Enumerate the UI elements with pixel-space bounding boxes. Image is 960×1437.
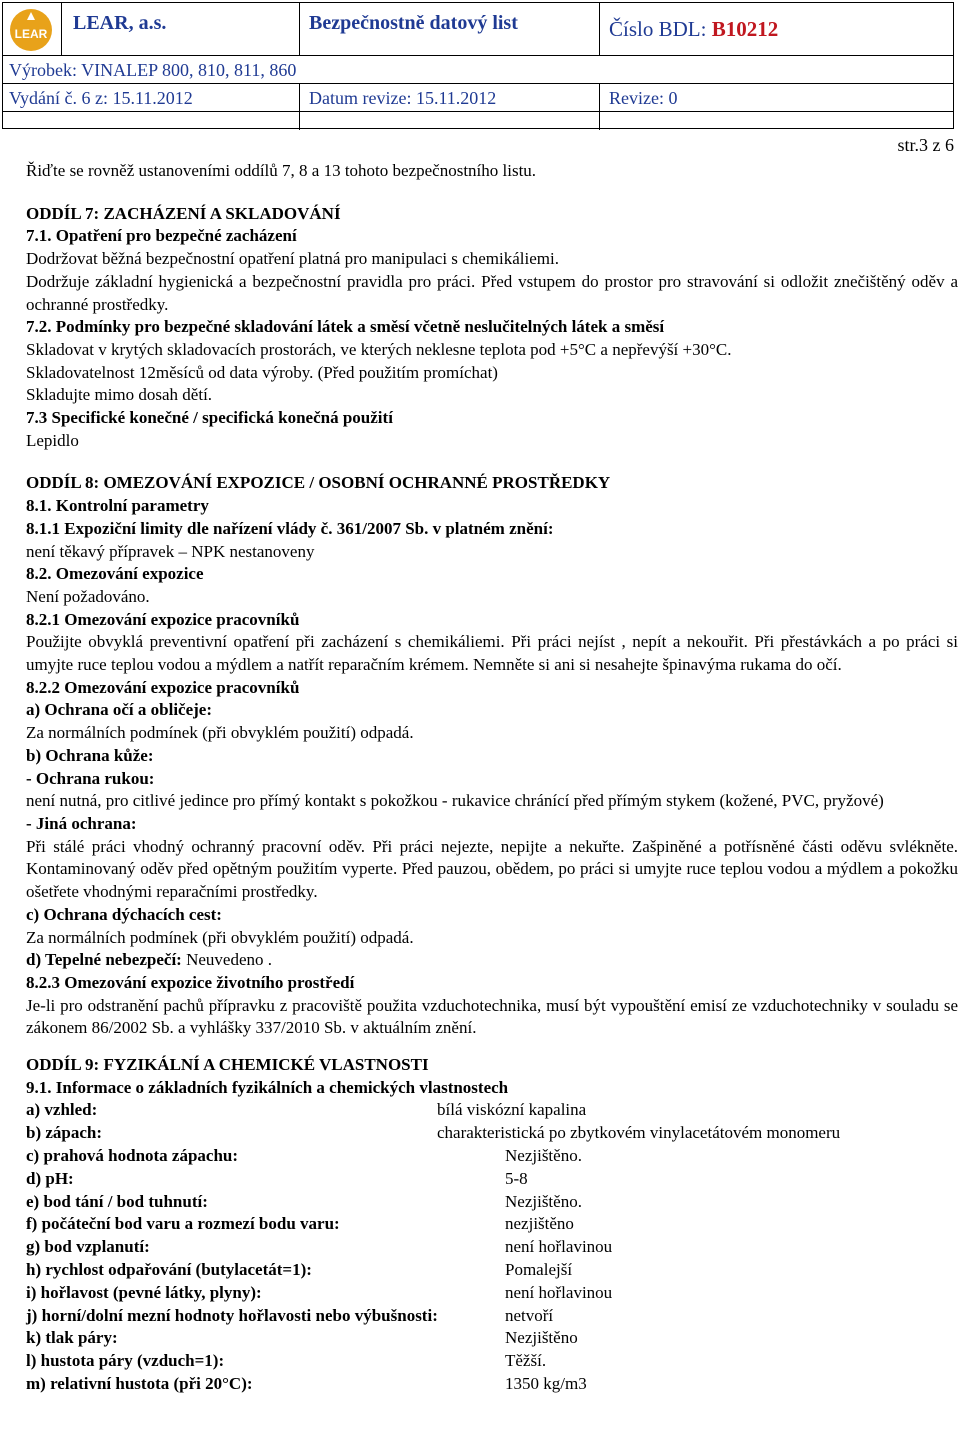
property-name: k) tlak páry: [26, 1328, 118, 1348]
issue-number: Vydání č. 6 z: 15.11.2012 [9, 88, 193, 108]
property-value: netvoří [505, 1305, 554, 1325]
subheading-other-protection: - Jiná ochrana: [26, 813, 137, 833]
paragraph: není těkavý přípravek – NPK nestanoveny [26, 541, 315, 561]
intro-text: Řiďte se rovněž ustanoveními oddílů 7, 8 a 13 tohoto bezpečnostního listu. [26, 161, 537, 180]
property-row [26, 1099, 958, 1122]
property-row [26, 1145, 958, 1168]
document-header [2, 2, 954, 129]
document-title: Bezpečnostně datový list [309, 12, 518, 34]
subheading-respiratory-protection: c) Ochrana dýchacích cest: [26, 904, 222, 924]
property-row [26, 1373, 958, 1396]
property-value: Pomalejší [505, 1260, 573, 1279]
heading-8-2: 8.2. Omezování expozice [26, 564, 204, 584]
thermal-hazard [26, 949, 958, 972]
heading-7-3: 7.3 Specifické konečné / specifická konečná použití [26, 408, 393, 428]
property-value: charakteristická po zbytkovém vinylacetátovém monomeru [437, 1123, 841, 1143]
section-9-title: ODDÍL 9: FYZIKÁLNÍ A CHEMICKÉ VLASTNOSTI [26, 1055, 429, 1075]
paragraph: Při stálé práci vhodný ochranný pracovní oděv. Při práci nejezte, nepijte a nekuřte. Zašpiněné a potřísněné části oděvu svlékněte. Kontaminovaný oděv před opětným použitím vyperte. Před pauzou, obědem, po práci si umyjte ruce teplou vodou a mýdlem a pokožku ošetřete vhodnými reparačními prostředky. [26, 836, 958, 902]
property-value: Nezjištěno [505, 1328, 578, 1348]
paragraph: Dodržuje základní hygienická a bezpečnostní pravidla pro práci. Před vstupem do prostor pro stravování si odložit znečištěný oděv a ochranné prostředky. [26, 271, 958, 314]
property-row [26, 1350, 958, 1373]
heading-9-1: 9.1. Informace o základních fyzikálních a chemických vlastnostech [26, 1077, 509, 1097]
subheading-thermal-hazard: d) Tepelné nebezpečí: [26, 950, 182, 970]
paragraph: Není požadováno. [26, 586, 150, 606]
property-name: d) pH: [26, 1168, 74, 1188]
property-name: e) bod tání / bod tuhnutí: [26, 1191, 208, 1211]
divider [599, 112, 600, 130]
property-row [26, 1282, 958, 1305]
heading-8-2-3: 8.2.3 Omezování expozice životního prostředí [26, 972, 355, 992]
bdl-value: B10212 [711, 17, 779, 41]
header-row-empty [3, 112, 953, 130]
property-row [26, 1213, 958, 1236]
property-row [26, 1327, 958, 1350]
paragraph: Skladujte mimo dosah dětí. [26, 385, 213, 405]
heading-7-1: 7.1. Opatření pro bezpečné zacházení [26, 226, 297, 246]
property-value: Nezjištěno. [505, 1146, 582, 1166]
paragraph: Za normálních podmínek (při obvyklém použití) odpadá. [26, 723, 414, 743]
heading-8-1: 8.1. Kontrolní parametry [26, 496, 209, 516]
subheading-skin-protection: b) Ochrana kůže: [26, 745, 154, 765]
property-name: j) horní/dolní mezní hodnoty hořlavosti nebo výbušnosti: [26, 1305, 438, 1325]
property-value: Těžší. [505, 1351, 547, 1371]
property-name: l) hustota páry (vzduch=1): [26, 1351, 225, 1371]
thermal-hazard-value: Neuvedeno . [181, 950, 273, 970]
section-7-title: ODDÍL 7: ZACHÁZENÍ A SKLADOVÁNÍ [26, 203, 341, 223]
divider [599, 84, 600, 111]
divider [61, 3, 62, 55]
lear-logo-icon [9, 8, 53, 52]
header-row-title [3, 3, 953, 56]
property-name: h) rychlost odpařování (butylacetát=1): [26, 1260, 312, 1279]
property-value: nezjištěno [505, 1214, 574, 1234]
bdl-label: Číslo BDL: [609, 17, 712, 41]
header-row-revision [3, 84, 953, 112]
property-row [26, 1305, 958, 1328]
paragraph: Lepidlo [26, 430, 79, 450]
subheading-eye-protection: a) Ochrana očí a obličeje: [26, 700, 213, 720]
paragraph: Skladovatelnost 12měsíců od data výroby. (Před použitím promíchat) [26, 362, 498, 382]
property-value: 1350 kg/m3 [505, 1373, 587, 1393]
divider [299, 112, 300, 130]
section-8-title: ODDÍL 8: OMEZOVÁNÍ EXPOZICE / OSOBNÍ OCHRANNÉ PROSTŘEDKY [26, 473, 611, 493]
property-name: m) relativní hustota (při 20°C): [26, 1373, 253, 1393]
heading-7-2: 7.2. Podmínky pro bezpečné skladování látek a směsí včetně neslučitelných látek a směsí [26, 317, 665, 337]
property-name: a) vzhled: [26, 1100, 98, 1120]
bdl-number [609, 17, 778, 42]
property-value: Nezjištěno. [505, 1191, 582, 1211]
company-name: LEAR, a.s. [73, 12, 167, 34]
property-name: c) prahová hodnota zápachu: [26, 1146, 239, 1166]
revision-number: Revize: 0 [609, 88, 678, 108]
property-name: g) bod vzplanutí: [26, 1237, 150, 1257]
subheading-hand-protection: - Ochrana rukou: [26, 768, 155, 788]
property-row [26, 1191, 958, 1214]
paragraph: Skladovat v krytých skladovacích prostorách, ve kterých neklesne teplota pod +5°C a nepřevýší +30°C. [26, 339, 732, 359]
header-row-product [3, 56, 953, 84]
property-row [26, 1168, 958, 1191]
property-value: není hořlavinou [505, 1282, 613, 1302]
property-name: f) počáteční bod varu a rozmezí bodu varu: [26, 1214, 340, 1234]
property-value: není hořlavinou [505, 1237, 613, 1257]
paragraph: Použijte obvyklá preventivní opatření při zacházení s chemikáliemi. Při práci nejíst , nepít a nekouřit. Při přestávkách a po práci si umyjte ruce teplou vodou a mýdlem a natřít reparačním krémem. Nemněte si ani si nesahejte špinavýma rukama do očí. [26, 632, 958, 675]
divider [299, 3, 300, 55]
property-value: bílá viskózní kapalina [437, 1100, 587, 1120]
page-number: str.3 z 6 [897, 135, 954, 155]
heading-8-2-2: 8.2.2 Omezování expozice pracovníků [26, 677, 300, 697]
divider [599, 3, 600, 55]
heading-8-2-1: 8.2.1 Omezování expozice pracovníků [26, 609, 300, 629]
paragraph: Je-li pro odstranění pachů přípravku z pracoviště použita vzduchotechnika, musí být vypouštění emisí ze vzduchotechniky v souladu se zákonem 86/2002 Sb. a vyhlášky 337/2010 Sb. v aktuálním znění. [26, 995, 958, 1038]
document-body [26, 160, 958, 1396]
product-name: Výrobek: VINALEP 800, 810, 811, 860 [9, 60, 297, 80]
property-value: 5-8 [505, 1168, 528, 1188]
property-row [26, 1122, 958, 1145]
property-row [26, 1236, 958, 1259]
property-row [26, 1259, 958, 1282]
revision-date: Datum revize: 15.11.2012 [309, 88, 497, 108]
heading-8-1-1: 8.1.1 Expoziční limity dle nařízení vlády č. 361/2007 Sb. v platném znění: [26, 518, 554, 538]
paragraph: není nutná, pro citlivé jedince pro přímý kontakt s pokožkou - rukavice chránící před přímým stykem (kožené, PVC, pryžové) [26, 791, 884, 811]
divider [299, 84, 300, 111]
logo-text: LEAR [14, 27, 48, 41]
paragraph: Dodržovat běžná bezpečnostní opatření platná pro manipulaci s chemikáliemi. [26, 249, 559, 269]
paragraph: Za normálních podmínek (při obvyklém použití) odpadá. [26, 927, 414, 947]
property-name: b) zápach: [26, 1123, 103, 1143]
property-name: i) hořlavost (pevné látky, plyny): [26, 1282, 262, 1302]
